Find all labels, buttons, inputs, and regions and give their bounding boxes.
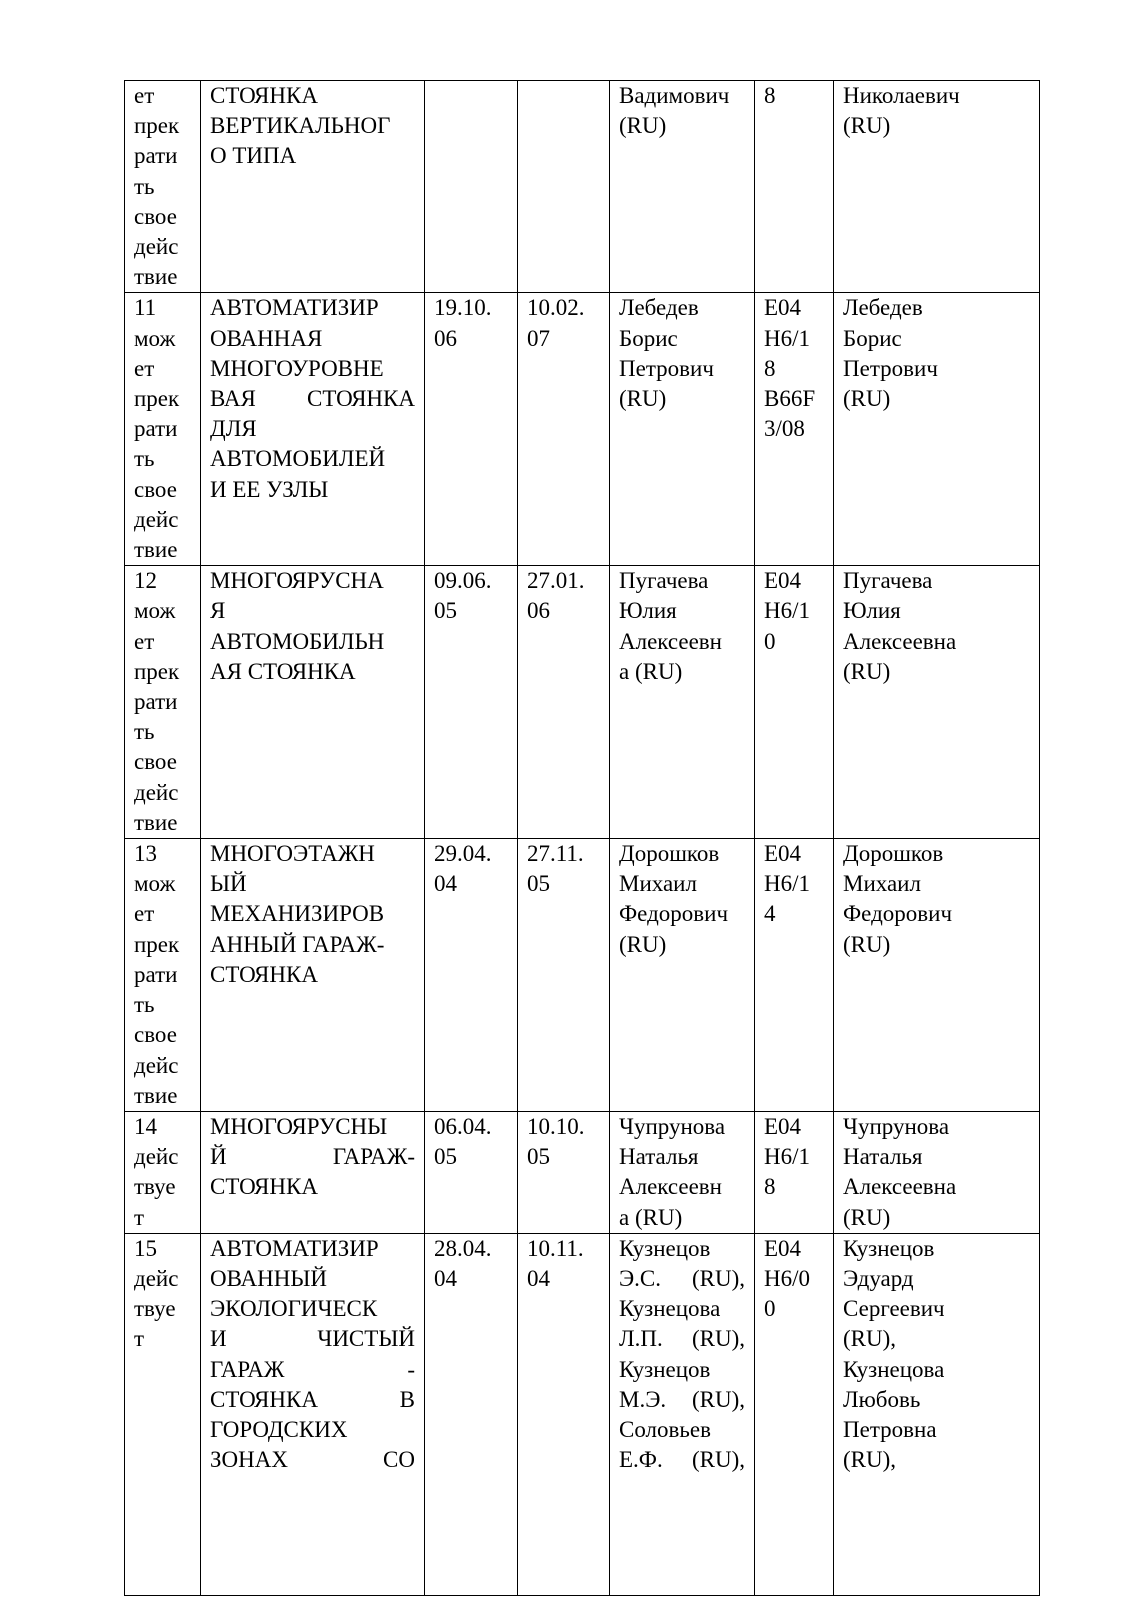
- cell-line: мож: [134, 598, 176, 624]
- cell-text: -: [407, 1356, 415, 1382]
- authors-cell: [610, 293, 755, 566]
- cell-text: (RU),: [691, 1326, 745, 1352]
- owner-cell: [834, 839, 1040, 1112]
- cell-line: дейс: [134, 506, 179, 532]
- cell-line: мож: [134, 325, 176, 351]
- cell-line: Федорович: [619, 901, 729, 927]
- cell-line: Петрович: [843, 355, 938, 381]
- cell-line: ВЕРТИКАЛЬНОГ: [210, 113, 391, 139]
- cell-text: Й: [210, 1144, 227, 1170]
- cell-line: МНОГОЭТАЖН: [210, 841, 375, 867]
- filing-date-cell: [425, 1111, 518, 1233]
- cell-line: ть: [134, 173, 155, 199]
- table-row: [125, 1233, 1040, 1595]
- cell-line: B66F: [764, 386, 816, 412]
- cell-line: 10.02.: [527, 295, 585, 321]
- cell-line: МНОГОЯРУСНЫ: [210, 1113, 388, 1139]
- authors-cell: [610, 81, 755, 293]
- cell-line: дейс: [134, 1052, 179, 1078]
- cell-line: прек: [134, 386, 180, 412]
- cell-line: Наталья: [843, 1144, 923, 1170]
- cell-line: Пугачева: [619, 568, 709, 594]
- cell-line: т: [134, 1204, 145, 1230]
- cell-line: Алексеевна: [843, 628, 957, 654]
- cell-line: Борис: [843, 325, 902, 351]
- cell-line: 8: [764, 1174, 776, 1200]
- publication-date-cell: [518, 81, 610, 293]
- cell-line: [210, 1385, 415, 1415]
- filing-date-cell: [425, 566, 518, 839]
- cell-line: [210, 1355, 415, 1385]
- cell-line: E04: [764, 568, 802, 594]
- cell-line: ет: [134, 628, 155, 654]
- cell-line: дейс: [134, 1144, 179, 1170]
- cell-line: 11: [134, 295, 157, 321]
- cell-line: ет: [134, 901, 155, 927]
- cell-line: а (RU): [619, 658, 683, 684]
- cell-line: МНОГОЯРУСНА: [210, 568, 384, 594]
- cell-line: МНОГОУРОВНЕ: [210, 355, 384, 381]
- table-row: [125, 1111, 1040, 1233]
- ipc-class-cell: [755, 566, 834, 839]
- cell-line: Чупрунова: [843, 1113, 950, 1139]
- cell-line: ГОРОДСКИХ: [210, 1416, 348, 1442]
- cell-line: H6/0: [764, 1265, 810, 1291]
- cell-line: Соловьев: [619, 1416, 711, 1442]
- cell-line: [210, 1142, 415, 1172]
- cell-line: дейс: [134, 1265, 179, 1291]
- cell-line: 3/08: [764, 416, 805, 442]
- cell-line: Пугачева: [843, 568, 933, 594]
- cell-line: Я: [210, 598, 226, 624]
- cell-line: дейс: [134, 779, 179, 805]
- cell-line: 12: [134, 568, 157, 594]
- cell-text: Е.Ф.: [619, 1447, 663, 1473]
- cell-line: (RU): [843, 1204, 891, 1230]
- number-status-cell: [125, 293, 201, 566]
- cell-line: (RU): [843, 658, 891, 684]
- number-status-cell: [125, 1111, 201, 1233]
- owner-cell: [834, 1111, 1040, 1233]
- cell-line: 06: [527, 598, 550, 624]
- ipc-class-cell: [755, 1233, 834, 1595]
- cell-line: 15: [134, 1235, 157, 1261]
- cell-line: (RU),: [843, 1447, 897, 1473]
- cell-line: твуе: [134, 1174, 176, 1200]
- authors-cell: [610, 566, 755, 839]
- owner-cell: [834, 81, 1040, 293]
- cell-line: твуе: [134, 1296, 176, 1322]
- cell-line: Петрович: [619, 355, 714, 381]
- cell-line: Вадимович: [619, 83, 730, 108]
- cell-line: 28.04.: [434, 1235, 492, 1261]
- cell-line: ДЛЯ: [210, 416, 257, 442]
- cell-line: Петровна: [843, 1416, 937, 1442]
- filing-date-cell: [425, 839, 518, 1112]
- owner-cell: [834, 293, 1040, 566]
- cell-line: прек: [134, 658, 180, 684]
- cell-line: СТОЯНКА: [210, 1174, 318, 1200]
- ipc-class-cell: [755, 293, 834, 566]
- cell-line: [619, 1324, 745, 1354]
- table-row: [125, 839, 1040, 1112]
- cell-line: АВТОМОБИЛЬН: [210, 628, 385, 654]
- number-status-cell: [125, 81, 201, 293]
- number-status-cell: [125, 1233, 201, 1595]
- filing-date-cell: [425, 293, 518, 566]
- cell-line: И ЕЕ УЗЛЫ: [210, 476, 329, 502]
- cell-line: рати: [134, 689, 178, 715]
- cell-line: Чупрунова: [619, 1113, 726, 1139]
- cell-line: твие: [134, 1082, 178, 1108]
- cell-line: 04: [434, 871, 457, 897]
- authors-cell: [610, 1233, 755, 1595]
- title-cell: [201, 1233, 425, 1595]
- cell-line: 05: [434, 1144, 457, 1170]
- cell-line: свое: [134, 203, 177, 229]
- cell-line: АВТОМАТИЗИР: [210, 1235, 379, 1261]
- cell-text: Л.П.: [619, 1326, 663, 1352]
- cell-line: [619, 1385, 745, 1415]
- cell-line: (RU),: [843, 1326, 897, 1352]
- cell-line: [210, 384, 415, 414]
- cell-line: Алексеевн: [619, 628, 722, 654]
- cell-line: ть: [134, 719, 155, 745]
- table-row: [125, 293, 1040, 566]
- cell-line: АВТОМОБИЛЕЙ: [210, 446, 386, 472]
- cell-line: ть: [134, 446, 155, 472]
- cell-line: ОВАННАЯ: [210, 325, 323, 351]
- cell-line: 07: [527, 325, 550, 351]
- table-row: [125, 81, 1040, 293]
- table-row: [125, 566, 1040, 839]
- cell-line: ть: [134, 992, 155, 1018]
- cell-line: свое: [134, 1022, 177, 1048]
- cell-line: ОВАННЫЙ: [210, 1265, 327, 1291]
- cell-line: 05: [527, 1144, 550, 1170]
- cell-line: Кузнецова: [843, 1356, 945, 1382]
- cell-line: (RU): [619, 386, 667, 412]
- cell-line: ЫЙ: [210, 871, 247, 897]
- cell-line: свое: [134, 476, 177, 502]
- cell-line: т: [134, 1326, 145, 1352]
- cell-line: 8: [764, 83, 776, 108]
- cell-line: Юлия: [619, 598, 677, 624]
- cell-line: 0: [764, 1296, 776, 1322]
- ipc-class-cell: [755, 839, 834, 1112]
- cell-line: прек: [134, 113, 180, 139]
- cell-line: ет: [134, 355, 155, 381]
- cell-line: Дорошков: [619, 841, 720, 867]
- cell-text: СО: [383, 1447, 415, 1473]
- cell-line: 29.04.: [434, 841, 492, 867]
- title-cell: [201, 81, 425, 293]
- cell-line: твие: [134, 537, 178, 563]
- cell-line: (RU): [843, 113, 891, 139]
- cell-line: О ТИПА: [210, 143, 297, 169]
- cell-line: АННЫЙ ГАРАЖ-: [210, 931, 385, 957]
- cell-line: АВТОМАТИЗИР: [210, 295, 379, 321]
- cell-line: 0: [764, 628, 776, 654]
- cell-line: [210, 1445, 415, 1475]
- cell-line: Кузнецов: [619, 1356, 711, 1382]
- title-cell: [201, 293, 425, 566]
- authors-cell: [610, 839, 755, 1112]
- cell-line: (RU): [619, 931, 667, 957]
- cell-text: ГАРАЖ: [210, 1356, 285, 1382]
- cell-line: 04: [434, 1265, 457, 1291]
- cell-line: 27.11.: [527, 841, 584, 867]
- cell-text: И: [210, 1326, 227, 1352]
- cell-line: 05: [527, 871, 550, 897]
- cell-line: 10.11.: [527, 1235, 584, 1261]
- authors-cell: [610, 1111, 755, 1233]
- cell-line: Кузнецов: [619, 1235, 711, 1261]
- cell-line: Борис: [619, 325, 678, 351]
- cell-text: В: [399, 1386, 415, 1412]
- cell-line: Федорович: [843, 901, 953, 927]
- cell-line: дейс: [134, 234, 179, 260]
- cell-line: Сергеевич: [843, 1296, 945, 1322]
- cell-line: а (RU): [619, 1204, 683, 1230]
- cell-line: Алексеевн: [619, 1174, 722, 1200]
- cell-line: H6/1: [764, 325, 810, 351]
- cell-line: 06.04.: [434, 1113, 492, 1139]
- cell-line: Любовь: [843, 1386, 921, 1412]
- cell-line: свое: [134, 749, 177, 775]
- cell-line: Юлия: [843, 598, 901, 624]
- number-status-cell: [125, 839, 201, 1112]
- cell-line: Лебедев: [619, 295, 699, 321]
- publication-date-cell: [518, 293, 610, 566]
- cell-line: СТОЯНКА: [210, 83, 318, 108]
- cell-line: 04: [527, 1265, 550, 1291]
- publication-date-cell: [518, 839, 610, 1112]
- cell-line: 8: [764, 355, 776, 381]
- patent-table: [124, 80, 1040, 1596]
- cell-line: H6/1: [764, 871, 810, 897]
- title-cell: [201, 839, 425, 1112]
- cell-line: [619, 1445, 745, 1475]
- cell-line: твие: [134, 809, 178, 835]
- cell-text: ЧИСТЫЙ: [317, 1326, 415, 1352]
- cell-text: (RU),: [691, 1265, 745, 1291]
- cell-line: [210, 1324, 415, 1354]
- ipc-class-cell: [755, 81, 834, 293]
- cell-line: Эдуард: [843, 1265, 914, 1291]
- cell-line: мож: [134, 871, 176, 897]
- title-cell: [201, 566, 425, 839]
- cell-line: (RU): [843, 931, 891, 957]
- cell-line: E04: [764, 1235, 802, 1261]
- cell-line: твие: [134, 264, 178, 290]
- cell-text: ГАРАЖ-: [332, 1144, 415, 1170]
- cell-line: ет: [134, 83, 155, 108]
- ipc-class-cell: [755, 1111, 834, 1233]
- cell-text: ВАЯ: [210, 386, 256, 412]
- publication-date-cell: [518, 566, 610, 839]
- cell-line: 05: [434, 598, 457, 624]
- cell-line: E04: [764, 841, 802, 867]
- cell-line: ЭКОЛОГИЧЕСК: [210, 1296, 378, 1322]
- cell-line: рати: [134, 143, 178, 169]
- cell-line: 4: [764, 901, 776, 927]
- cell-text: (RU),: [691, 1447, 745, 1473]
- cell-line: прек: [134, 931, 180, 957]
- publication-date-cell: [518, 1233, 610, 1595]
- cell-text: СТОЯНКА: [307, 386, 415, 412]
- cell-line: АЯ СТОЯНКА: [210, 658, 356, 684]
- cell-line: рати: [134, 961, 178, 987]
- cell-text: СТОЯНКА: [210, 1386, 318, 1412]
- cell-line: Михаил: [619, 871, 697, 897]
- cell-line: 14: [134, 1113, 157, 1139]
- cell-line: Наталья: [619, 1144, 699, 1170]
- cell-line: 13: [134, 841, 157, 867]
- cell-line: 10.10.: [527, 1113, 585, 1139]
- cell-line: рати: [134, 416, 178, 442]
- filing-date-cell: [425, 81, 518, 293]
- cell-text: ЗОНАХ: [210, 1447, 288, 1473]
- cell-line: Дорошков: [843, 841, 944, 867]
- owner-cell: [834, 1233, 1040, 1595]
- cell-line: Лебедев: [843, 295, 923, 321]
- cell-line: 06: [434, 325, 457, 351]
- cell-line: E04: [764, 1113, 802, 1139]
- cell-line: H6/1: [764, 1144, 810, 1170]
- cell-line: E04: [764, 295, 802, 321]
- cell-line: МЕХАНИЗИРОВ: [210, 901, 385, 927]
- cell-line: [619, 1264, 745, 1294]
- cell-line: Николаевич: [843, 83, 960, 108]
- cell-text: Э.С.: [619, 1265, 662, 1291]
- cell-line: 27.01.: [527, 568, 585, 594]
- cell-line: 19.10.: [434, 295, 492, 321]
- cell-line: (RU): [843, 386, 891, 412]
- number-status-cell: [125, 566, 201, 839]
- cell-line: H6/1: [764, 598, 810, 624]
- title-cell: [201, 1111, 425, 1233]
- cell-line: СТОЯНКА: [210, 961, 318, 987]
- cell-line: Кузнецова: [619, 1296, 721, 1322]
- cell-text: М.Э.: [619, 1386, 667, 1412]
- cell-line: Кузнецов: [843, 1235, 935, 1261]
- patent-table-body: [125, 81, 1040, 1596]
- cell-line: Алексеевна: [843, 1174, 957, 1200]
- cell-line: Михаил: [843, 871, 921, 897]
- cell-line: (RU): [619, 113, 667, 139]
- cell-text: (RU),: [691, 1386, 745, 1412]
- cell-line: 09.06.: [434, 568, 492, 594]
- filing-date-cell: [425, 1233, 518, 1595]
- owner-cell: [834, 566, 1040, 839]
- publication-date-cell: [518, 1111, 610, 1233]
